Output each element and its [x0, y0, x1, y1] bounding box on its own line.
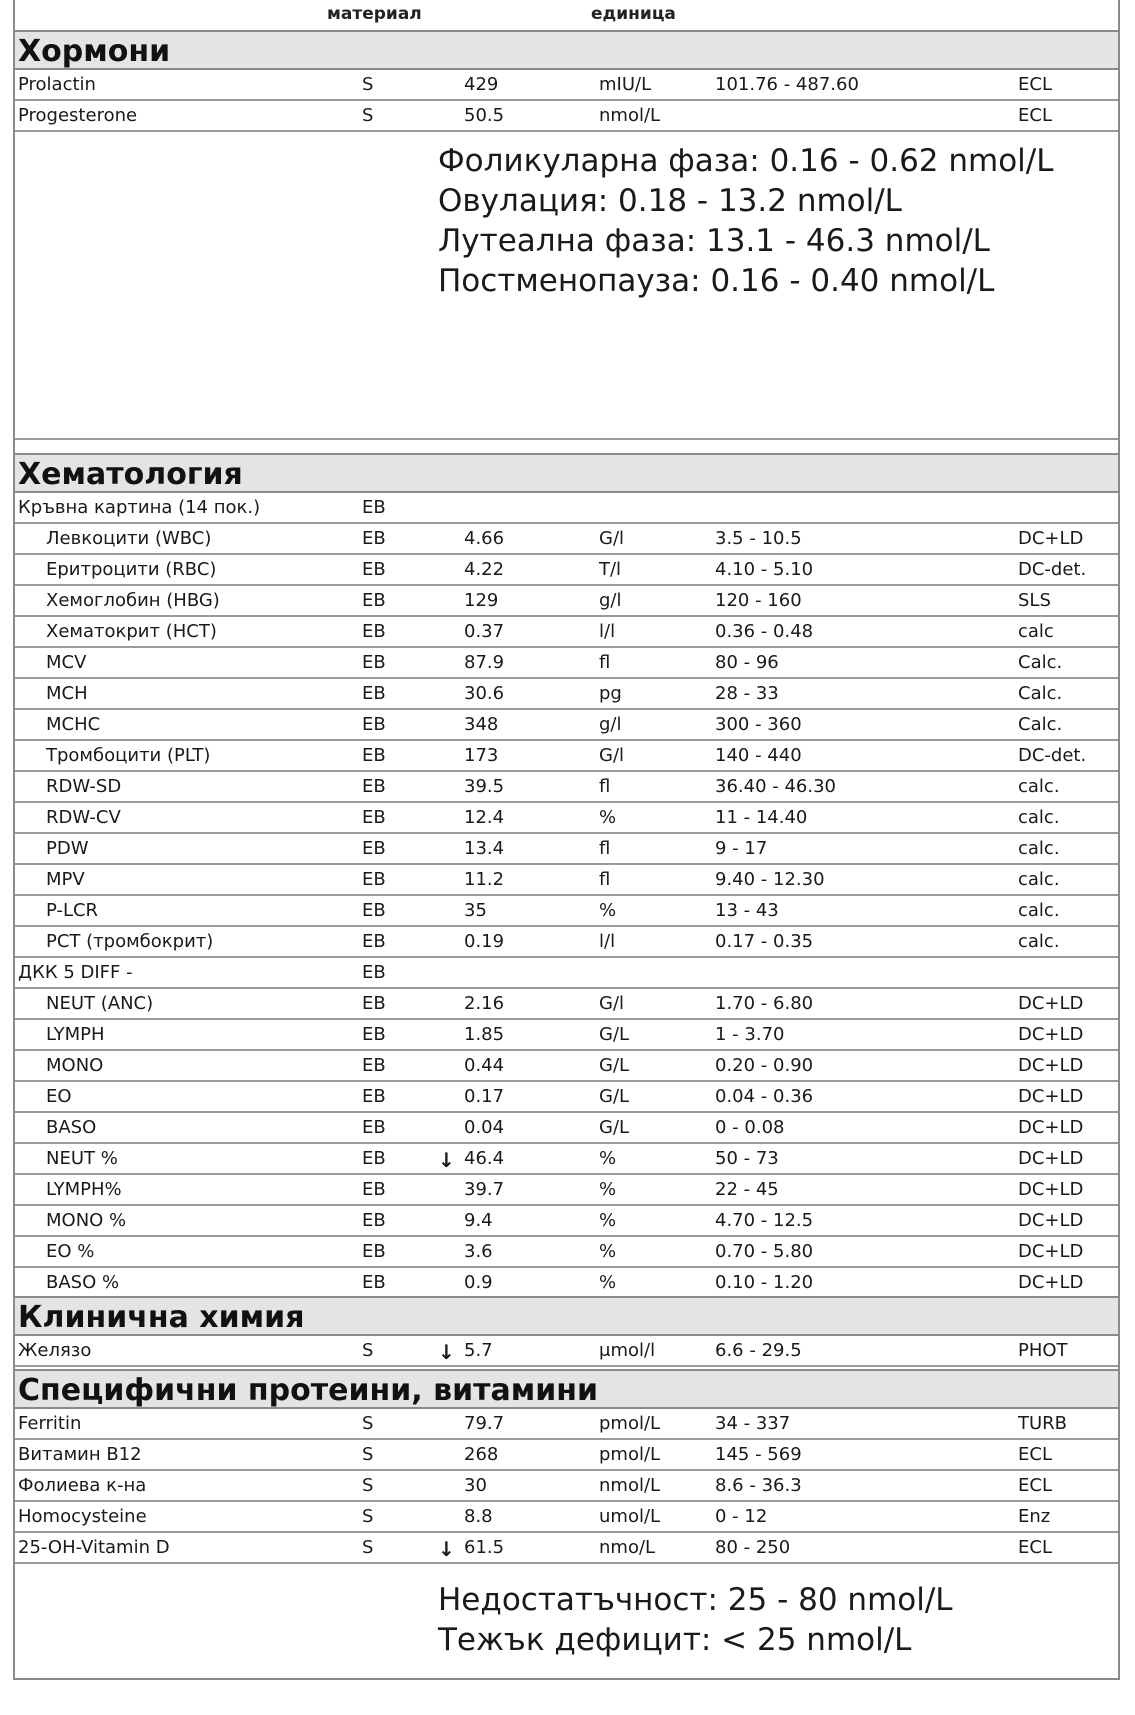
- test-reference-range: 0 - 12: [715, 1506, 768, 1527]
- reference-note-line: Овулация: 0.18 - 13.2 nmol/L: [438, 183, 902, 219]
- test-method: Calc.: [1018, 714, 1063, 735]
- table-row: [15, 1206, 1118, 1237]
- test-unit: nmo/L: [599, 1537, 656, 1558]
- table-row: [15, 524, 1118, 555]
- test-reference-range: 0.36 - 0.48: [715, 621, 814, 642]
- table-row: [15, 493, 1118, 524]
- test-name: MPV: [46, 869, 85, 890]
- test-unit: G/l: [599, 745, 625, 766]
- test-name: BASO %: [46, 1272, 120, 1293]
- test-name: EO: [46, 1086, 72, 1107]
- test-name: P-LCR: [46, 900, 99, 921]
- test-name: BASO: [46, 1117, 97, 1138]
- test-value: 9.4: [464, 1210, 493, 1231]
- test-name: NEUT (ANC): [46, 993, 154, 1014]
- table-row: [15, 1471, 1118, 1502]
- table-row: [15, 1502, 1118, 1533]
- test-reference-range: 3.5 - 10.5: [715, 528, 802, 549]
- test-name: Progesterone: [18, 105, 138, 126]
- test-method: DC+LD: [1018, 1117, 1084, 1138]
- test-value: 173: [464, 745, 499, 766]
- test-unit: g/l: [599, 590, 622, 611]
- test-method: DC-det.: [1018, 559, 1087, 580]
- test-name: LYMPH%: [46, 1179, 122, 1200]
- test-reference-range: 4.70 - 12.5: [715, 1210, 814, 1231]
- reference-note-line: Лутеална фаза: 13.1 - 46.3 nmol/L: [438, 223, 990, 259]
- test-method: TURB: [1018, 1413, 1068, 1434]
- test-unit: %: [599, 1241, 617, 1262]
- test-material: EB: [362, 683, 386, 704]
- test-name: Хематокрит (HCT): [46, 621, 217, 642]
- table-row: [15, 1533, 1118, 1564]
- test-reference-range: 0.04 - 0.36: [715, 1086, 814, 1107]
- test-value: 79.7: [464, 1413, 505, 1434]
- test-value: 429: [464, 74, 499, 95]
- table-row: [15, 617, 1118, 648]
- test-material: EB: [362, 652, 386, 673]
- test-reference-range: 140 - 440: [715, 745, 802, 766]
- test-value: 0.44: [464, 1055, 505, 1076]
- test-value: 3.6: [464, 1241, 493, 1262]
- reference-note-line: Тежък дефицит: < 25 nmol/L: [438, 1622, 912, 1658]
- section-title: Хематология: [18, 457, 243, 492]
- test-method: DC+LD: [1018, 1055, 1084, 1076]
- test-reference-range: 4.10 - 5.10: [715, 559, 814, 580]
- test-unit: mIU/L: [599, 74, 652, 95]
- column-header-unit: единица: [591, 4, 676, 24]
- table-row: [15, 679, 1118, 710]
- test-method: calc: [1018, 621, 1054, 642]
- test-name: EO %: [46, 1241, 95, 1262]
- table-row: [15, 1113, 1118, 1144]
- test-material: S: [362, 1413, 374, 1434]
- test-material: EB: [362, 1148, 386, 1169]
- test-reference-range: 1.70 - 6.80: [715, 993, 814, 1014]
- column-header-material: материал: [327, 4, 422, 24]
- test-value: 87.9: [464, 652, 505, 673]
- test-reference-range: 9.40 - 12.30: [715, 869, 825, 890]
- test-reference-range: 11 - 14.40: [715, 807, 808, 828]
- test-unit: %: [599, 1148, 617, 1169]
- test-name: MCHC: [46, 714, 101, 735]
- table-row: [15, 648, 1118, 679]
- test-unit: l/l: [599, 931, 616, 952]
- table-row: [15, 586, 1118, 617]
- test-unit: g/l: [599, 714, 622, 735]
- test-unit: G/L: [599, 1055, 630, 1076]
- reference-note-line: Постменопауза: 0.16 - 0.40 nmol/L: [438, 263, 995, 299]
- test-method: DC+LD: [1018, 1210, 1084, 1231]
- test-name: Prolactin: [18, 74, 96, 95]
- table-row: [15, 710, 1118, 741]
- test-method: DC+LD: [1018, 1241, 1084, 1262]
- test-value: 1.85: [464, 1024, 505, 1045]
- test-reference-range: 300 - 360: [715, 714, 802, 735]
- test-name: Фолиева к-на: [18, 1475, 147, 1496]
- table-row: [15, 989, 1118, 1020]
- table-row: [15, 70, 1118, 101]
- test-name: LYMPH: [46, 1024, 105, 1045]
- test-name: Хемоглобин (HBG): [46, 590, 220, 611]
- test-method: DC+LD: [1018, 993, 1084, 1014]
- test-method: DC-det.: [1018, 745, 1087, 766]
- test-method: DC+LD: [1018, 1024, 1084, 1045]
- table-row: [15, 896, 1118, 927]
- test-unit: pg: [599, 683, 622, 704]
- test-unit: pmol/L: [599, 1444, 661, 1465]
- table-row: [15, 772, 1118, 803]
- test-method: ECL: [1018, 105, 1052, 126]
- test-material: EB: [362, 1055, 386, 1076]
- test-name: MCH: [46, 683, 88, 704]
- test-method: Calc.: [1018, 683, 1063, 704]
- test-reference-range: 50 - 73: [715, 1148, 779, 1169]
- test-method: calc.: [1018, 900, 1060, 921]
- test-material: EB: [362, 590, 386, 611]
- test-material: EB: [362, 528, 386, 549]
- test-name: RDW-SD: [46, 776, 122, 797]
- test-unit: fl: [599, 838, 611, 859]
- test-unit: pmol/L: [599, 1413, 661, 1434]
- table-row: [15, 803, 1118, 834]
- test-method: calc.: [1018, 869, 1060, 890]
- test-name: RDW-CV: [46, 807, 121, 828]
- test-material: EB: [362, 621, 386, 642]
- test-reference-range: 8.6 - 36.3: [715, 1475, 802, 1496]
- test-value: 348: [464, 714, 499, 735]
- table-row: [15, 1440, 1118, 1471]
- section-hematology: [15, 453, 1118, 493]
- test-method: ECL: [1018, 74, 1052, 95]
- low-flag-arrow-icon: ↓: [438, 1340, 455, 1364]
- test-material: S: [362, 1506, 374, 1527]
- test-material: EB: [362, 993, 386, 1014]
- test-material: EB: [362, 497, 386, 518]
- table-row: [15, 741, 1118, 772]
- test-value: 2.16: [464, 993, 505, 1014]
- test-method: Calc.: [1018, 652, 1063, 673]
- test-method: DC+LD: [1018, 1086, 1084, 1107]
- test-method: ECL: [1018, 1537, 1052, 1558]
- test-value: 268: [464, 1444, 499, 1465]
- test-value: 39.5: [464, 776, 505, 797]
- test-material: EB: [362, 962, 386, 983]
- test-material: EB: [362, 900, 386, 921]
- test-name: MONO: [46, 1055, 104, 1076]
- vitamin-d-reference-note: [15, 1568, 1118, 1668]
- test-method: calc.: [1018, 931, 1060, 952]
- reference-note-line: Фоликуларна фаза: 0.16 - 0.62 nmol/L: [438, 143, 1054, 179]
- table-row: [15, 865, 1118, 896]
- test-reference-range: 101.76 - 487.60: [715, 74, 859, 95]
- test-reference-range: 9 - 17: [715, 838, 768, 859]
- test-value: 5.7: [464, 1340, 493, 1361]
- test-method: calc.: [1018, 807, 1060, 828]
- progesterone-reference-note: [15, 138, 1118, 440]
- test-method: DC+LD: [1018, 528, 1084, 549]
- test-unit: fl: [599, 652, 611, 673]
- section-clinical-chemistry: [15, 1296, 1118, 1336]
- test-reference-range: 13 - 43: [715, 900, 779, 921]
- table-row: [15, 1082, 1118, 1113]
- test-unit: nmol/L: [599, 1475, 661, 1496]
- test-material: EB: [362, 869, 386, 890]
- test-method: DC+LD: [1018, 1272, 1084, 1293]
- test-unit: nmol/L: [599, 105, 661, 126]
- section-title: Специфични протеини, витамини: [18, 1373, 599, 1408]
- test-unit: %: [599, 1272, 617, 1293]
- test-value: 13.4: [464, 838, 505, 859]
- test-name: Желязо: [18, 1340, 92, 1361]
- test-value: 0.9: [464, 1272, 493, 1293]
- reference-note-line: Недостатъчност: 25 - 80 nmol/L: [438, 1582, 953, 1618]
- test-value: 39.7: [464, 1179, 505, 1200]
- test-material: EB: [362, 714, 386, 735]
- test-reference-range: 80 - 250: [715, 1537, 791, 1558]
- test-reference-range: 6.6 - 29.5: [715, 1340, 802, 1361]
- test-material: EB: [362, 745, 386, 766]
- test-method: ECL: [1018, 1444, 1052, 1465]
- test-reference-range: 28 - 33: [715, 683, 779, 704]
- test-name: Левкоцити (WBC): [46, 528, 212, 549]
- table-row: [15, 958, 1118, 989]
- test-unit: fl: [599, 869, 611, 890]
- test-unit: G/L: [599, 1117, 630, 1138]
- test-reference-range: 36.40 - 46.30: [715, 776, 836, 797]
- test-material: EB: [362, 1179, 386, 1200]
- test-material: S: [362, 1444, 374, 1465]
- test-value: 61.5: [464, 1537, 505, 1558]
- test-reference-range: 1 - 3.70: [715, 1024, 785, 1045]
- test-unit: fl: [599, 776, 611, 797]
- test-unit: G/L: [599, 1086, 630, 1107]
- test-unit: l/l: [599, 621, 616, 642]
- test-name: Тромбоцити (PLT): [46, 745, 211, 766]
- table-row: [15, 1144, 1118, 1175]
- test-value: 8.8: [464, 1506, 493, 1527]
- test-unit: %: [599, 1179, 617, 1200]
- test-material: EB: [362, 1086, 386, 1107]
- test-value: 0.17: [464, 1086, 505, 1107]
- test-value: 0.37: [464, 621, 505, 642]
- test-value: 129: [464, 590, 499, 611]
- test-unit: G/l: [599, 528, 625, 549]
- test-value: 0.19: [464, 931, 505, 952]
- test-material: EB: [362, 931, 386, 952]
- test-method: calc.: [1018, 776, 1060, 797]
- test-unit: %: [599, 1210, 617, 1231]
- table-row: [15, 1409, 1118, 1440]
- low-flag-arrow-icon: ↓: [438, 1537, 455, 1561]
- test-material: S: [362, 1537, 374, 1558]
- table-row: [15, 555, 1118, 586]
- lab-report: [13, 0, 1120, 1680]
- test-name: 25-OH-Vitamin D: [18, 1537, 170, 1558]
- table-row: [15, 101, 1118, 132]
- test-reference-range: 80 - 96: [715, 652, 779, 673]
- test-method: PHOT: [1018, 1340, 1068, 1361]
- test-reference-range: 120 - 160: [715, 590, 802, 611]
- table-row: [15, 1336, 1118, 1367]
- section-title: Клинична химия: [18, 1300, 305, 1335]
- test-method: ECL: [1018, 1475, 1052, 1496]
- test-reference-range: 22 - 45: [715, 1179, 779, 1200]
- table-row: [15, 1175, 1118, 1206]
- test-method: calc.: [1018, 838, 1060, 859]
- test-method: SLS: [1018, 590, 1051, 611]
- test-reference-range: 0.70 - 5.80: [715, 1241, 814, 1262]
- test-unit: umol/L: [599, 1506, 661, 1527]
- test-reference-range: 34 - 337: [715, 1413, 791, 1434]
- test-value: 4.66: [464, 528, 505, 549]
- test-value: 50.5: [464, 105, 505, 126]
- test-value: 35: [464, 900, 487, 921]
- test-name: MONO %: [46, 1210, 127, 1231]
- test-material: EB: [362, 838, 386, 859]
- test-unit: G/L: [599, 1024, 630, 1045]
- test-unit: T/l: [599, 559, 622, 580]
- test-value: 4.22: [464, 559, 505, 580]
- test-material: EB: [362, 559, 386, 580]
- test-value: 46.4: [464, 1148, 505, 1169]
- test-name: PDW: [46, 838, 89, 859]
- test-value: 30: [464, 1475, 487, 1496]
- test-method: DC+LD: [1018, 1179, 1084, 1200]
- test-name: ДКК 5 DIFF -: [18, 962, 133, 983]
- test-reference-range: 0.17 - 0.35: [715, 931, 814, 952]
- test-reference-range: 0 - 0.08: [715, 1117, 785, 1138]
- table-row: [15, 834, 1118, 865]
- test-value: 30.6: [464, 683, 505, 704]
- table-row: [15, 1237, 1118, 1268]
- test-material: S: [362, 105, 374, 126]
- test-name: Еритроцити (RBC): [46, 559, 217, 580]
- test-reference-range: 145 - 569: [715, 1444, 802, 1465]
- test-material: EB: [362, 1117, 386, 1138]
- test-name: Витамин B12: [18, 1444, 142, 1465]
- test-value: 0.04: [464, 1117, 505, 1138]
- section-title: Хормони: [18, 34, 171, 69]
- test-material: EB: [362, 1272, 386, 1293]
- test-name: Ferritin: [18, 1413, 82, 1434]
- test-unit: %: [599, 900, 617, 921]
- table-row: [15, 1020, 1118, 1051]
- test-unit: μmol/l: [599, 1340, 656, 1361]
- test-reference-range: 0.10 - 1.20: [715, 1272, 814, 1293]
- test-material: S: [362, 1340, 374, 1361]
- test-name: Homocysteine: [18, 1506, 147, 1527]
- test-material: EB: [362, 1210, 386, 1231]
- table-row: [15, 927, 1118, 958]
- test-method: DC+LD: [1018, 1148, 1084, 1169]
- section-specific-proteins: [15, 1369, 1118, 1409]
- test-name: NEUT %: [46, 1148, 118, 1169]
- test-name: MCV: [46, 652, 87, 673]
- test-unit: G/l: [599, 993, 625, 1014]
- test-reference-range: 0.20 - 0.90: [715, 1055, 814, 1076]
- test-material: EB: [362, 1024, 386, 1045]
- test-material: EB: [362, 807, 386, 828]
- test-value: 11.2: [464, 869, 505, 890]
- test-material: EB: [362, 776, 386, 797]
- table-row: [15, 1268, 1118, 1299]
- test-name: Кръвна картина (14 пок.): [18, 497, 261, 518]
- section-hormones: [15, 30, 1118, 70]
- test-unit: %: [599, 807, 617, 828]
- test-value: 12.4: [464, 807, 505, 828]
- low-flag-arrow-icon: ↓: [438, 1148, 455, 1172]
- test-material: S: [362, 74, 374, 95]
- table-row: [15, 1051, 1118, 1082]
- test-name: PCT (тромбокрит): [46, 931, 214, 952]
- test-material: EB: [362, 1241, 386, 1262]
- test-method: Enz: [1018, 1506, 1051, 1527]
- test-material: S: [362, 1475, 374, 1496]
